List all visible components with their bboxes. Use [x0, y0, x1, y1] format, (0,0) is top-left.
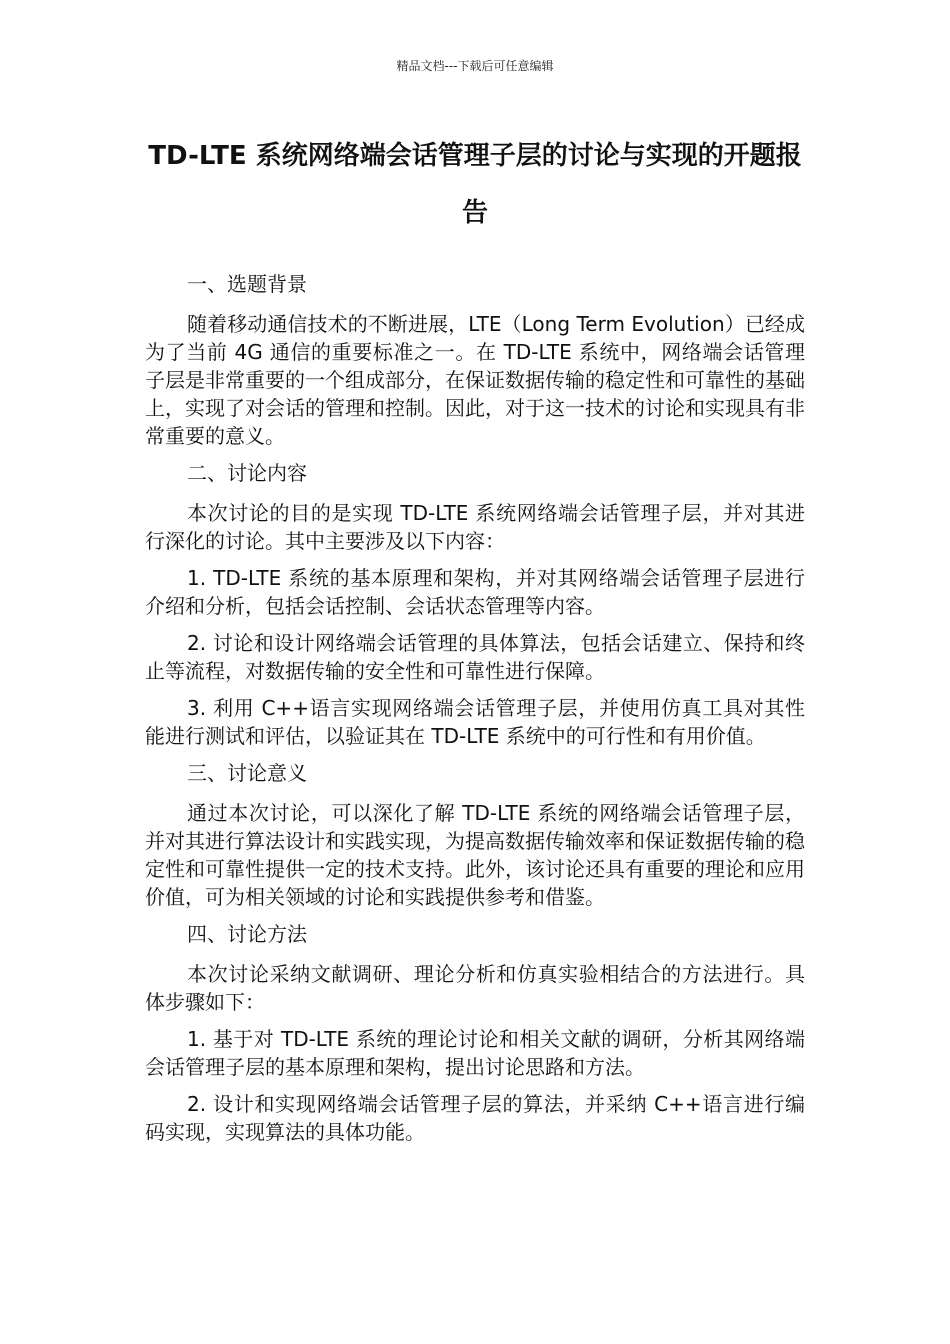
- list-item: 3. 利用 C++语言实现网络端会话管理子层，并使用仿真工具对其性能进行测试和评估，以验证其在 TD-LTE 系统中的可行性和有用价值。: [145, 696, 805, 748]
- list-item: 2. 设计和实现网络端会话管理子层的算法，并采纳 C++语言进行编码实现，实现算法的具体功能。: [145, 1092, 805, 1144]
- header-note: 精品文档---下载后可任意编辑: [396, 59, 554, 73]
- document-body: [145, 270, 805, 1155]
- paragraph: 本次讨论采纳文献调研、理论分析和仿真实验相结合的方法进行。具体步骤如下：: [145, 962, 805, 1014]
- list-item: 1. 基于对 TD-LTE 系统的理论讨论和相关文献的调研，分析其网络端会话管理子层的基本原理和架构，提出讨论思路和方法。: [145, 1027, 805, 1079]
- paragraph: 本次讨论的目的是实现 TD-LTE 系统网络端会话管理子层，并对其进行深化的讨论。其中主要涉及以下内容：: [145, 501, 805, 553]
- paragraph: 随着移动通信技术的不断进展，LTE（Long Term Evolution）已经成为了当前 4G 通信的重要标准之一。在 TD-LTE 系统中，网络端会话管理子层是非常重要的一个组成部分，在保证数据传输的稳定性和可靠性的基础上，实现了对会话的管理和控制。因此，对于这一技术的讨论和实现具有非常重要的意义。: [145, 312, 805, 448]
- list-item: 1. TD-LTE 系统的基本原理和架构，并对其网络端会话管理子层进行介绍和分析，包括会话控制、会话状态管理等内容。: [145, 566, 805, 618]
- paragraph: 通过本次讨论，可以深化了解 TD-LTE 系统的网络端会话管理子层，并对其进行算法设计和实践实现，为提高数据传输效率和保证数据传输的稳定性和可靠性提供一定的技术支持。此外，该讨论还具有重要的理论和应用价值，可为相关领域的讨论和实践提供参考和借鉴。: [145, 801, 805, 909]
- section-heading-significance: 三、讨论意义: [187, 761, 307, 785]
- document-title: TD-LTE 系统网络端会话管理子层的讨论与实现的开题报告: [148, 141, 802, 228]
- section-heading-method: 四、讨论方法: [187, 922, 307, 946]
- section-heading-background: 一、选题背景: [187, 272, 307, 296]
- list-item: 2. 讨论和设计网络端会话管理的具体算法，包括会话建立、保持和终止等流程，对数据传输的安全性和可靠性进行保障。: [145, 631, 805, 683]
- section-heading-content: 二、讨论内容: [187, 461, 307, 485]
